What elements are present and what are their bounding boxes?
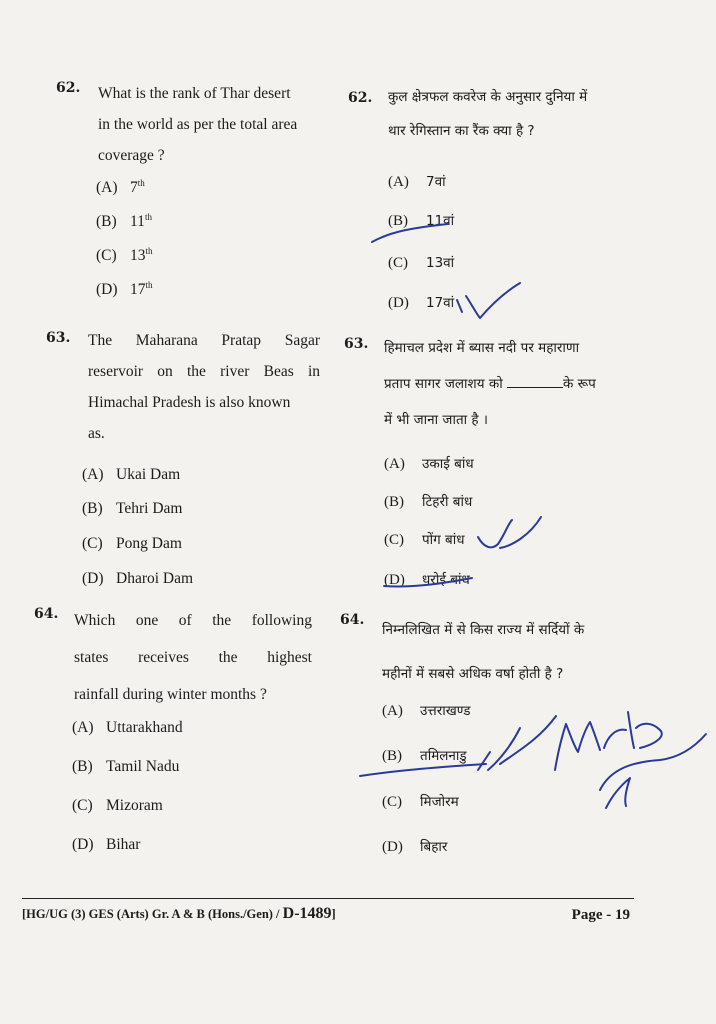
- question-line: थार रेगिस्तान का रैंक क्या है ?: [388, 123, 535, 139]
- option-text: 7वां: [426, 174, 446, 190]
- paper-code-suffix: ]: [331, 907, 336, 921]
- option-text: 11वां: [426, 213, 455, 229]
- option-text: तमिलनाडु: [420, 748, 467, 764]
- option-text: 13वां: [426, 255, 455, 271]
- option-sup: th: [145, 280, 153, 290]
- ink-tick-q64: [478, 716, 556, 770]
- question-line: महीनों में सबसे अधिक वर्षा होती है ?: [382, 666, 564, 682]
- option-text: Tehri Dam: [116, 500, 183, 517]
- option-label: (A): [72, 719, 94, 736]
- option-label: (D): [72, 836, 94, 853]
- option-label: (D): [96, 281, 118, 299]
- option-label: (B): [388, 213, 408, 229]
- question-number: 64.: [34, 606, 59, 622]
- question-line: coverage ?: [98, 147, 165, 164]
- option-sup: th: [137, 178, 145, 188]
- question-number: 62.: [348, 90, 373, 106]
- question-number: 63.: [46, 330, 71, 346]
- option-label: (D): [82, 570, 104, 587]
- option-label: (C): [82, 535, 103, 552]
- option-text: उत्तराखण्ड: [420, 703, 471, 719]
- option-label: (A): [384, 456, 405, 472]
- option-sup: th: [144, 212, 152, 222]
- question-line: as.: [88, 425, 105, 442]
- option-text: 11: [130, 213, 145, 231]
- question-line: rainfall during winter months ?: [74, 686, 267, 703]
- option-text: Pong Dam: [116, 535, 182, 552]
- option-text: 7: [130, 179, 138, 197]
- ink-tick-q62: [457, 283, 520, 318]
- option-label: (A): [82, 466, 104, 483]
- option-text: पोंग बांध: [422, 532, 465, 548]
- ink-tick-q63: [478, 517, 541, 548]
- option-label: (D): [388, 295, 409, 311]
- option-text: 13: [130, 247, 146, 265]
- question-line-part: प्रताप सागर जलाशय को: [384, 376, 503, 392]
- option-label: (B): [96, 213, 117, 231]
- question-line: हिमाचल प्रदेश में ब्यास नदी पर महाराणा: [384, 340, 580, 356]
- option-text: 17वां: [426, 295, 455, 311]
- ink-underline-q63: [384, 578, 472, 587]
- question-line: में भी जाना जाता है ।: [384, 412, 489, 428]
- question-line: Himachal Pradesh is also known: [88, 394, 291, 411]
- question-line: states receives the highest: [74, 649, 312, 666]
- option-text: Dharoi Dam: [116, 570, 194, 587]
- ink-underline-q64: [360, 764, 486, 776]
- question-line-part: के रूप: [563, 376, 596, 392]
- page-number: Page - 19: [571, 907, 630, 923]
- question-number: 62.: [56, 80, 81, 96]
- option-label: (B): [72, 758, 93, 775]
- page-footer: [22, 898, 634, 931]
- question-line: reservoir on the river Beas in: [88, 363, 320, 380]
- question-number: 64.: [340, 612, 365, 628]
- option-text: बिहार: [420, 839, 448, 855]
- option-label: (D): [384, 572, 405, 588]
- option-text: टिहरी बांध: [422, 494, 473, 510]
- option-text: धरोई बांध: [422, 572, 470, 588]
- option-text: मिजोरम: [420, 794, 459, 810]
- question-line: Which one of the following: [74, 612, 312, 629]
- question-number: 63.: [344, 336, 369, 352]
- option-label: (A): [388, 174, 409, 190]
- paper-code-prefix: [HG/UG (3) GES (Arts) Gr. A & B (Hons./Gen) /: [22, 907, 283, 921]
- option-text: Mizoram: [106, 797, 163, 814]
- paper-code-number: D-1489: [282, 905, 332, 922]
- question-line: in the world as per the total area: [98, 116, 298, 133]
- option-label: (B): [82, 500, 103, 517]
- option-label: (C): [72, 797, 93, 814]
- option-text: Bihar: [106, 836, 141, 853]
- option-label: (C): [384, 532, 404, 548]
- option-label: (B): [382, 748, 402, 764]
- option-text: Uttarakhand: [106, 719, 183, 736]
- question-line: निम्नलिखित में से किस राज्य में सर्दियों के: [382, 622, 585, 638]
- option-text: उकाई बांध: [422, 456, 474, 472]
- option-label: (B): [384, 494, 404, 510]
- option-label: (A): [382, 703, 403, 719]
- question-line: What is the rank of Thar desert: [98, 85, 291, 102]
- option-text: Ukai Dam: [116, 466, 181, 483]
- signature: [555, 712, 706, 808]
- question-line: The Maharana Pratap Sagar: [88, 332, 320, 349]
- option-sup: th: [145, 246, 153, 256]
- question-line: कुल क्षेत्रफल कवरेज के अनुसार दुनिया में: [388, 89, 588, 105]
- option-label: (C): [388, 255, 408, 271]
- option-label: (C): [96, 247, 117, 265]
- ink-underline-q62: [372, 224, 448, 242]
- option-label: (D): [382, 839, 403, 855]
- paper-code: [22, 905, 336, 923]
- option-label: (C): [382, 794, 402, 810]
- option-label: (A): [96, 179, 118, 197]
- option-text: 17: [130, 281, 146, 299]
- option-text: Tamil Nadu: [106, 758, 180, 775]
